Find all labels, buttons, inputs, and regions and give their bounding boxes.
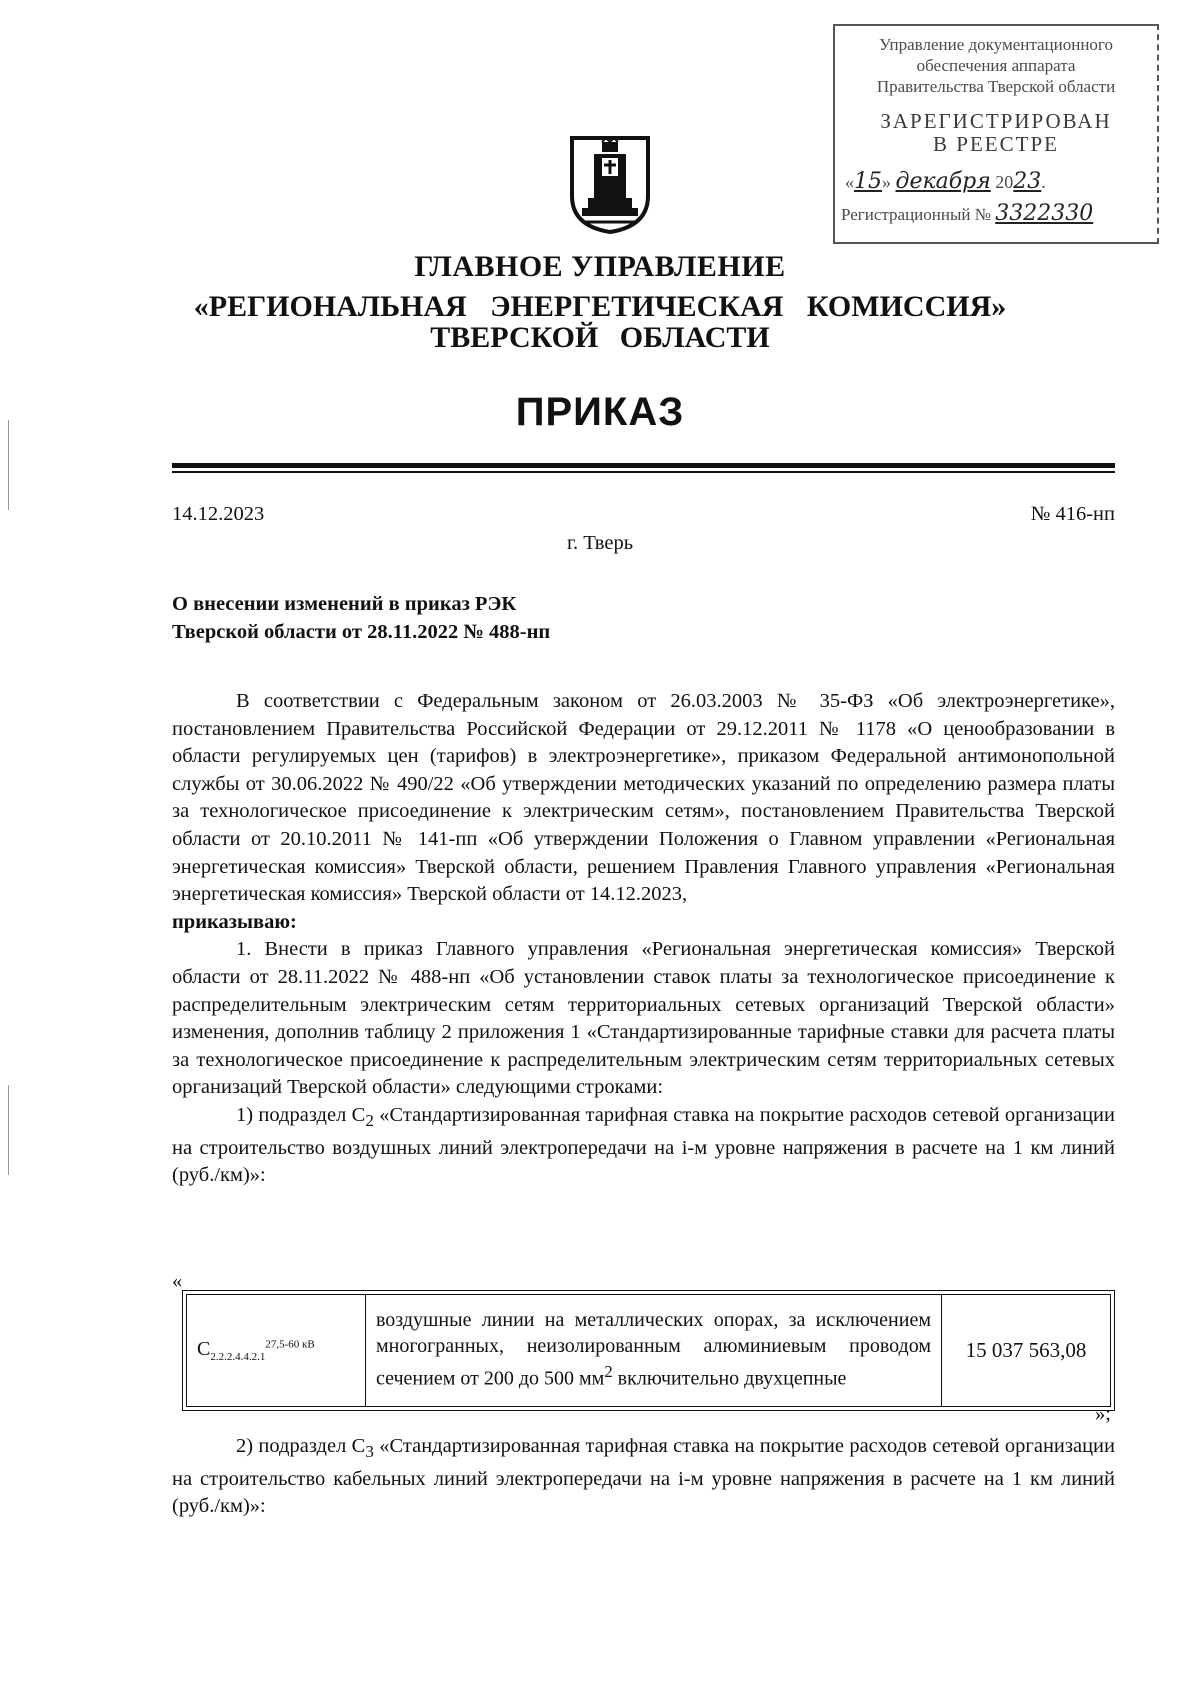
stamp-date-month: декабря — [895, 169, 991, 194]
stamp-line: обеспечения аппарата — [916, 56, 1076, 75]
subject-line-1: О внесении изменений в приказ РЭК — [172, 593, 517, 615]
tariff-code-subscript: 2.2.2.4.4.2.1 — [210, 1351, 266, 1363]
quote-close-mark: »; — [1095, 1403, 1111, 1425]
page-edge-line — [8, 1085, 9, 1175]
item-1-paragraph: 1. Внести в приказ Главного управления «Региональная энергетическая комиссия» Тверской области от 28.11.2022 № 488-нп «Об установлении ставок платы за технологическое присоединение к распределительным электрическим сетям территориальных сетевых организаций Тверской области» изменения, дополнив таблицу 2 приложения 1 «Стандартизированные тарифные ставки для расчета платы за технологическое присоединение к распределительным электрическим сетям территориальных сетевых организаций Тверской области» следующими строками: — [172, 938, 1115, 1099]
tariff-code-superscript: 27,5-60 кВ — [265, 1338, 315, 1351]
subitem-2-rest: «Стандартизированная тарифная ставка на покрытие расходов сетевой организации на строительство кабельных линий электропередачи на i-м уровне напряжения в расчете на 1 км линий (руб./км)»: — [172, 1435, 1115, 1518]
subitem-1-rest: «Стандартизированная тарифная ставка на покрытие расходов сетевой организации на строительство воздушных линий электропередачи на i-м уровне напряжения в расчете на 1 км линий (руб./км)»: — [172, 1103, 1115, 1187]
stamp-regno — [835, 203, 1157, 225]
document-number: № 416-нп — [1030, 503, 1115, 525]
table-row — [187, 1295, 1111, 1407]
stamp-line: Управление документационного — [879, 35, 1113, 54]
tariff-code-cell — [187, 1295, 366, 1407]
order-word: приказываю: — [172, 910, 297, 933]
registration-stamp — [833, 24, 1159, 244]
subitem-1-subscript: 2 — [365, 1111, 374, 1130]
stamp-date: «15» декабря 2023. — [845, 169, 1046, 194]
stamp-date-day: 15 — [854, 169, 882, 194]
stamp-line: Правительства Тверской области — [876, 77, 1116, 96]
subitem-2-start: 2) подраздел С — [236, 1435, 366, 1457]
document-type-title: ПРИКАЗ — [515, 390, 685, 434]
document-date: 14.12.2023 — [172, 503, 265, 525]
tariff-description-end: включительно двухцепные — [612, 1368, 847, 1391]
header-line-1: ГЛАВНОЕ УПРАВЛЕНИЕ — [414, 250, 786, 283]
stamp-in-registry: В РЕЕСТРЕ — [933, 132, 1059, 156]
tariff-description-start: воздушные линии на металлических опорах, за исключением многогранных, неизолированным алюминиевым проводом сечением от 200 до 500 мм — [376, 1309, 931, 1391]
subitem-1-start: 1) подраздел С — [236, 1103, 366, 1126]
tariff-description-cell — [366, 1295, 942, 1407]
subitem-1-paragraph — [172, 1102, 1115, 1190]
document-body — [172, 688, 1115, 1190]
subitem-2-subscript: 3 — [365, 1442, 374, 1462]
tariff-value-cell: 15 037 563,08 — [942, 1295, 1111, 1407]
tariff-table — [186, 1294, 1111, 1407]
document-subject — [172, 590, 550, 646]
tariff-code-main: С — [197, 1338, 211, 1360]
preamble-paragraph: В соответствии с Федеральным законом от 26.03.2003 № 35-ФЗ «Об электроэнергетике», постановлением Правительства Российской Федерации от 29.12.2011 № 1178 «О ценообразовании в области регулируемых цен (тарифов) в электроэнергетике», приказом Федеральной антимонопольной службы от 30.06.2022 № 490/22 «Об утверждении методических указаний по определению размера платы за технологическое присоединение к электрическим сетям», постановлением Правительства Тверской области от 20.10.2011 № 141-пп «Об утверждении Положения о Главном управлении «Региональная энергетическая комиссия» Тверской области, решением Правления Главного управления «Региональная энергетическая комиссия» Тверской области от 14.12.2023, — [172, 690, 1115, 906]
stamp-regno-label: Регистрационный № — [841, 205, 991, 224]
header-line-3: ТВЕРСКОЙ ОБЛАСТИ — [430, 321, 770, 354]
tariff-description-superscript: 2 — [604, 1362, 613, 1382]
header-line-2: «РЕГИОНАЛЬНАЯ ЭНЕРГЕТИЧЕСКАЯ КОМИССИЯ» — [193, 290, 1007, 323]
document-city: г. Тверь — [566, 532, 634, 554]
stamp-regno-value: 3322330 — [995, 201, 1094, 226]
document-body-continued — [172, 1433, 1115, 1521]
header-rule-thin — [172, 471, 1115, 473]
quote-open-mark: « — [172, 1270, 183, 1292]
stamp-registered: ЗАРЕГИСТРИРОВАН — [880, 109, 1112, 133]
stamp-date-year-prefix: 20 — [995, 172, 1014, 192]
subitem-2-paragraph — [172, 1433, 1115, 1521]
stamp-date-year: 23 — [1013, 169, 1042, 194]
subject-line-2: Тверской области от 28.11.2022 № 488-нп — [172, 621, 551, 643]
header-rule-thick — [172, 463, 1115, 468]
coat-of-arms-icon — [568, 134, 652, 234]
